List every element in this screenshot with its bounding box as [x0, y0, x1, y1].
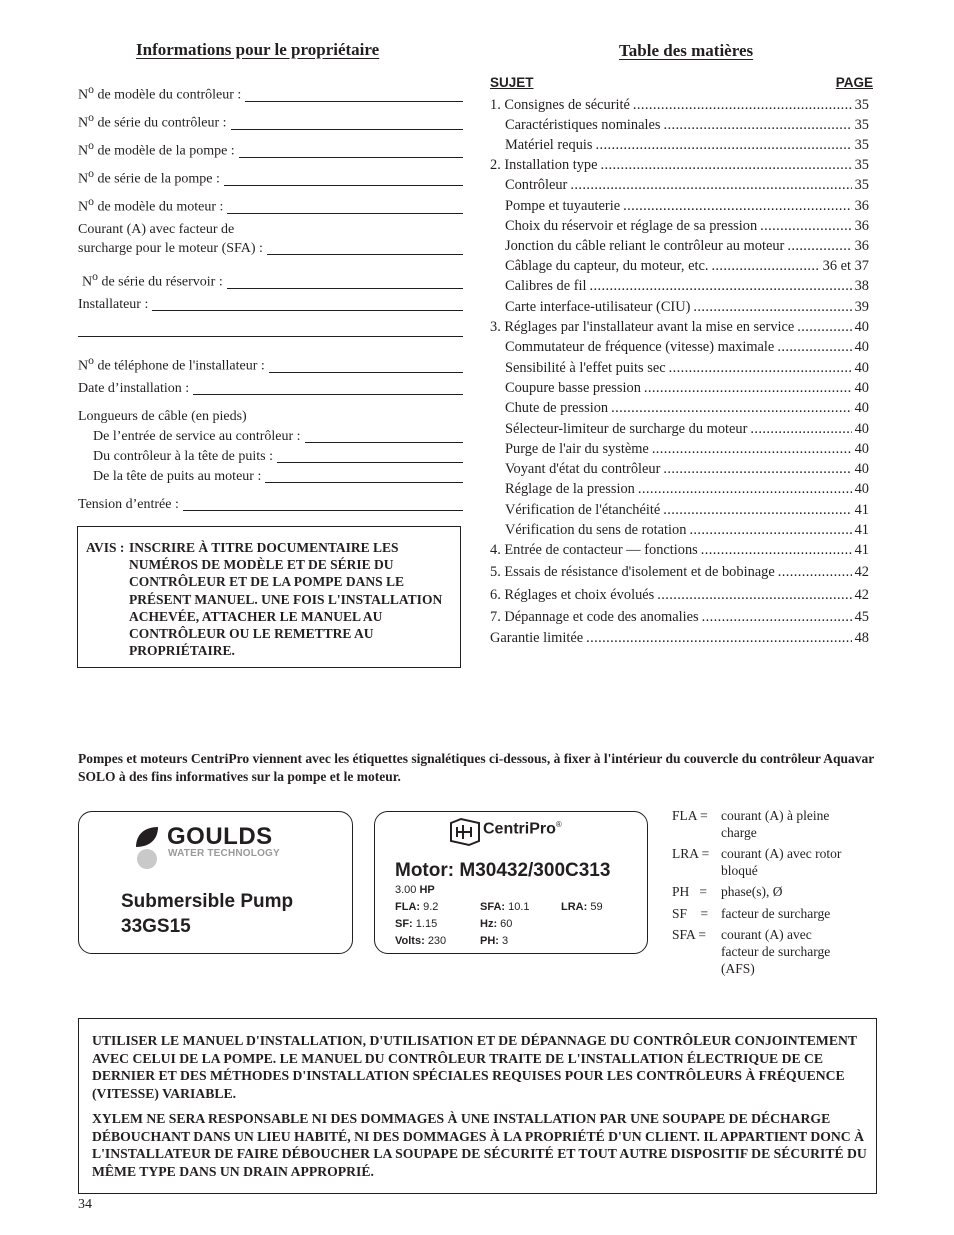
toc-leader-dots	[586, 628, 852, 648]
notice-text: INSCRIRE À TITRE DOCUMENTAIRE LES NUMÉROS DE MODÈLE ET DE SÉRIE DU CONTRÔLEUR ET DE LA POMPE DANS LE PRÉSENT MANUEL. UNE FOIS L'INSTALLATION ACHEVÉE, ATTACHER LE MANUEL AU CONTRÔLEUR OU LE REMETTRE AU PROPRIÉTAIRE.	[129, 540, 443, 659]
toc-title: Vérification du sens de rotation	[505, 522, 687, 538]
tank-serial-field[interactable]	[82, 267, 463, 292]
toc-leader-dots	[638, 479, 852, 499]
fill-line[interactable]	[265, 482, 463, 483]
fill-line[interactable]	[224, 185, 463, 186]
toc-title: 4. Entrée de contacteur — fonctions	[490, 542, 698, 558]
toc-page: 40	[854, 360, 869, 376]
toc-title: Réglage de la pression	[505, 481, 635, 497]
field-label: de série de la pompe :	[93, 171, 220, 187]
toc-row[interactable]	[505, 175, 869, 195]
field-label: Installateur :	[78, 297, 149, 312]
hp-label: HP	[419, 884, 435, 896]
toc-title: Purge de l'air du système	[505, 441, 649, 457]
toc-leader-dots	[663, 500, 851, 520]
toc-title: Vérification de l'étanchéité	[505, 502, 661, 518]
toc-page: 40	[854, 421, 869, 437]
toc-title: Chute de pression	[505, 400, 609, 416]
goulds-brand: GOULDS	[167, 823, 273, 850]
toc-title: Commutateur de fréquence (vitesse) maximale	[505, 339, 775, 355]
toc-column-subject: SUJET	[490, 75, 534, 90]
field-label: De la tête de puits au moteur :	[93, 469, 262, 484]
fill-line[interactable]	[267, 254, 463, 255]
field-label: de série du contrôleur :	[93, 115, 227, 131]
controller-serial-field[interactable]	[78, 108, 463, 133]
toc-row[interactable]	[505, 115, 869, 135]
spec-fla	[395, 901, 438, 913]
toc-leader-dots	[601, 155, 852, 175]
fill-line[interactable]	[239, 157, 463, 158]
spec-key: SFA:	[480, 901, 506, 913]
pump-type: Submersible Pump	[121, 891, 294, 912]
controller-model-field[interactable]	[78, 80, 463, 105]
toc-page: 35	[854, 157, 869, 173]
toc-row[interactable]	[505, 378, 869, 398]
toc-row[interactable]	[505, 358, 869, 378]
field-label-num: N	[82, 274, 93, 290]
installer-extra-line[interactable]	[78, 336, 463, 337]
fill-line[interactable]	[227, 288, 463, 289]
toc-leader-dots	[623, 196, 852, 216]
toc-row[interactable]	[490, 540, 869, 560]
toc-page: 45	[854, 609, 869, 625]
field-label: Date d’installation :	[78, 381, 190, 396]
legend-abbr: PH =	[672, 884, 707, 899]
spec-value: 1.15	[415, 918, 438, 930]
toc-leader-dots	[644, 378, 852, 398]
toc-leader-dots	[701, 540, 852, 560]
toc-page: 40	[854, 319, 869, 335]
toc-page: 38	[854, 278, 869, 294]
legend-abbr: FLA =	[672, 808, 708, 823]
cable-service-to-controller-field[interactable]	[93, 427, 463, 446]
toc-leader-dots	[663, 459, 851, 479]
registered-mark: ®	[555, 820, 562, 829]
field-label-sup: o	[88, 111, 94, 124]
field-label-num: N	[78, 358, 89, 374]
fill-line[interactable]	[305, 442, 463, 443]
toc-title: Sensibilité à l'effet puits sec	[505, 360, 666, 376]
toc-title: Calibres de fil	[505, 278, 587, 294]
toc-row[interactable]	[490, 317, 869, 337]
fill-line[interactable]	[231, 129, 463, 130]
toc-page: 40	[854, 481, 869, 497]
motor-sfa-field[interactable]	[78, 220, 463, 258]
field-label: Tension d’entrée :	[78, 497, 179, 512]
toc-row[interactable]	[505, 196, 869, 216]
toc-page: 40	[854, 441, 869, 457]
toc-row[interactable]	[490, 628, 869, 648]
field-label-num: N	[78, 199, 89, 215]
field-label-sup: o	[92, 270, 98, 283]
toc-leader-dots	[669, 358, 852, 378]
toc-title: 7. Dépannage et code des anomalies	[490, 609, 699, 625]
hp-value: 3.00	[395, 884, 417, 896]
legend-def: courant (A) à pleine charge	[721, 808, 830, 840]
toc-row[interactable]	[505, 459, 869, 479]
toc-page: 42	[854, 564, 869, 580]
legend-abbr: SF =	[672, 906, 709, 921]
legend-def: phase(s), Ø	[721, 884, 783, 899]
field-label: de série du réservoir :	[97, 274, 223, 290]
installer-phone-field[interactable]	[78, 351, 463, 376]
field-label-sup: o	[88, 354, 94, 367]
field-label: Du contrôleur à la tête de puits :	[93, 449, 273, 464]
toc-page: 36 et 37	[822, 258, 869, 274]
field-label-sup: o	[88, 167, 94, 180]
toc-title: Voyant d'état du contrôleur	[505, 461, 661, 477]
warning-box	[78, 1018, 877, 1194]
toc-page: 35	[854, 177, 869, 193]
pump-model: 33GS15	[121, 916, 191, 937]
toc-leader-dots	[760, 216, 851, 236]
toc-leader-dots	[657, 585, 851, 605]
cable-controller-to-wellhead-field[interactable]	[93, 447, 463, 466]
spec-value: 230	[427, 935, 447, 947]
installer-field[interactable]	[78, 295, 463, 314]
toc-page: 35	[854, 117, 869, 133]
toc-page: 48	[854, 630, 869, 646]
toc-row[interactable]	[490, 155, 869, 175]
spec-value: 10.1	[508, 901, 530, 913]
motor-model-field[interactable]	[78, 192, 463, 217]
spec-ph	[480, 935, 508, 947]
toc-page: 40	[854, 380, 869, 396]
toc-leader-dots	[702, 607, 852, 627]
toc-title: 3. Réglages par l'installateur avant la mise en service	[490, 319, 795, 335]
centripro-brand-text: CentriPro	[483, 820, 556, 838]
toc-title: Contrôleur	[505, 177, 568, 193]
goulds-logo-icon	[134, 825, 162, 871]
toc-page: 42	[854, 587, 869, 603]
spec-value: 3	[502, 935, 509, 947]
field-label: de téléphone de l'installateur :	[93, 358, 265, 374]
toc-leader-dots	[787, 236, 851, 256]
toc-page: 35	[854, 137, 869, 153]
fill-line[interactable]	[227, 213, 463, 214]
toc-leader-dots	[711, 256, 819, 276]
toc-leader-dots	[693, 297, 851, 317]
toc-page: 36	[854, 238, 869, 254]
toc-leader-dots	[633, 95, 852, 115]
pump-serial-field[interactable]	[78, 164, 463, 189]
notice-prefix: AVIS :	[86, 540, 125, 555]
toc-page: 35	[854, 97, 869, 113]
field-label-sup: o	[88, 195, 94, 208]
field-label: de modèle du contrôleur :	[93, 87, 242, 103]
centripro-motor-label	[374, 811, 648, 954]
field-label: surcharge pour le moteur (SFA) :	[78, 241, 263, 256]
toc-row[interactable]	[505, 216, 869, 236]
toc-row[interactable]	[490, 585, 869, 605]
toc-row[interactable]	[505, 500, 869, 520]
fill-line[interactable]	[245, 101, 463, 102]
fill-line[interactable]	[183, 510, 463, 511]
toc-row[interactable]	[505, 479, 869, 499]
toc-row[interactable]	[505, 297, 869, 317]
toc-leader-dots	[652, 439, 852, 459]
spec-value: 59	[590, 901, 603, 913]
spec-key: PH:	[480, 935, 499, 947]
toc-title: Pompe et tuyauterie	[505, 198, 621, 214]
toc-column-page: PAGE	[835, 75, 873, 90]
toc-title: Choix du réservoir et réglage de sa pression	[505, 218, 758, 234]
fill-line[interactable]	[193, 394, 463, 395]
toc-leader-dots	[777, 337, 851, 357]
toc-row[interactable]	[505, 236, 869, 256]
toc-title: Coupure basse pression	[505, 380, 641, 396]
toc-page: 36	[854, 218, 869, 234]
toc-row[interactable]	[490, 562, 869, 582]
centripro-logo-icon	[449, 817, 481, 847]
legend-abbr: LRA =	[672, 846, 710, 861]
toc-row[interactable]	[505, 256, 869, 276]
toc-leader-dots	[596, 135, 852, 155]
toc-leader-dots	[797, 317, 851, 337]
labels-intro: Pompes et moteurs CentriPro viennent avec les étiquettes signalétiques ci-dessous, à fixer à l'intérieur du couvercle du contrôleur Aquavar SOLO à des fins informatives sur la pompe et le moteur.	[78, 751, 875, 784]
motor-hp	[395, 884, 435, 896]
fill-line[interactable]	[277, 462, 463, 463]
toc-title: Câblage du capteur, du moteur, etc.	[505, 258, 709, 274]
install-date-field[interactable]	[78, 379, 463, 398]
toc-row[interactable]	[505, 398, 869, 418]
toc-title: Carte interface-utilisateur (CIU)	[505, 299, 691, 315]
toc-row[interactable]	[505, 276, 869, 296]
toc-title: 2. Installation type	[490, 157, 598, 173]
pump-model-field[interactable]	[78, 136, 463, 161]
toc-row[interactable]	[490, 95, 869, 115]
field-label: de modèle de la pompe :	[93, 143, 235, 159]
field-label: de modèle du moteur :	[93, 199, 224, 215]
spec-key: LRA:	[561, 901, 588, 913]
toc-title: Garantie limitée	[490, 630, 584, 646]
toc-row[interactable]	[505, 337, 869, 357]
toc-row[interactable]	[505, 439, 869, 459]
toc-leader-dots	[663, 115, 851, 135]
toc-row[interactable]	[505, 419, 869, 439]
spec-sf	[395, 918, 437, 930]
toc-page: 40	[854, 400, 869, 416]
page-number: 34	[78, 1197, 92, 1212]
goulds-pump-label	[78, 811, 353, 954]
notice-box	[77, 526, 461, 668]
toc-page: 40	[854, 461, 869, 477]
toc-page: 41	[854, 522, 869, 538]
toc-leader-dots	[570, 175, 851, 195]
field-label-num: N	[78, 115, 89, 131]
field-label-num: N	[78, 143, 89, 159]
legend-def: courant (A) avec rotor bloqué	[721, 846, 842, 878]
cable-lengths-heading: Longueurs de câble (en pieds)	[78, 409, 247, 424]
toc-page: 36	[854, 198, 869, 214]
toc-title: Matériel requis	[505, 137, 593, 153]
toc-page: 41	[854, 502, 869, 518]
toc-title: Caractéristiques nominales	[505, 117, 661, 133]
fill-line[interactable]	[269, 372, 463, 373]
toc-row[interactable]	[505, 135, 869, 155]
spec-key: Hz:	[480, 918, 498, 930]
goulds-tagline: WATER TECHNOLOGY	[168, 848, 280, 859]
toc-leader-dots	[778, 562, 852, 582]
warning-paragraph-1: UTILISER LE MANUEL D'INSTALLATION, D'UTILISATION ET DE DÉPANNAGE DU CONTRÔLEUR CONJOINTEMENT AVEC CELUI DE LA POMPE. LE MANUEL DU CONTRÔLEUR TRAITE DE L'INSTALLATION ÉLECTRIQUE DE CE DERNIER ET DES MÉTHODES D'INSTALLATION SPÉCIALES REQUISES POUR LES CONTRÔLEURS À FRÉQUENCE (VITESSE) VARIABLE.	[92, 1033, 857, 1101]
toc-heading: Table des matières	[619, 41, 754, 60]
legend-def: facteur de surcharge	[721, 906, 831, 921]
spec-value: 9.2	[423, 901, 439, 913]
toc-title: 1. Consignes de sécurité	[490, 97, 630, 113]
spec-lra	[561, 901, 603, 913]
toc-leader-dots	[689, 520, 851, 540]
legend-abbr: SFA =	[672, 927, 707, 942]
toc-leader-dots	[590, 276, 852, 296]
cable-wellhead-to-motor-field[interactable]	[93, 467, 463, 486]
toc-title: 5. Essais de résistance d'isolement et de bobinage	[490, 564, 775, 580]
toc-page: 40	[854, 339, 869, 355]
field-label: De l’entrée de service au contrôleur :	[93, 429, 301, 444]
toc-row[interactable]	[490, 607, 869, 627]
spec-volts	[395, 935, 446, 947]
field-label: Courant (A) avec facteur de	[78, 222, 235, 237]
field-label-num: N	[78, 171, 89, 187]
toc-title: 6. Réglages et choix évolués	[490, 587, 655, 603]
fill-line[interactable]	[152, 310, 463, 311]
toc-page: 39	[854, 299, 869, 315]
spec-value: 60	[500, 918, 513, 930]
toc-leader-dots	[611, 398, 851, 418]
warning-paragraph-2: XYLEM NE SERA RESPONSABLE NI DES DOMMAGES À UNE INSTALLATION PAR UNE SOUPAPE DE DÉCHARGE DÉBOUCHANT DANS UN LIEU HABITÉ, NI DES DOMMAGES À LA PROPRIÉTÉ D'UN CLIENT. IL APPARTIENT DONC À L'INSTALLATEUR DE FAIRE DÉBOUCHER LA SOUPAPE DE SÉCURITÉ ET TOUT AUTRE DISPOSITIF DE SÉCURITÉ DU MÊME TYPE DANS UN DRAIN APPROPRIÉ.	[92, 1111, 867, 1179]
toc-row[interactable]	[505, 520, 869, 540]
toc-title: Sélecteur-limiteur de surcharge du moteur	[505, 421, 748, 437]
field-label-sup: o	[88, 139, 94, 152]
input-voltage-field[interactable]	[78, 495, 463, 514]
toc-title: Jonction du câble reliant le contrôleur au moteur	[505, 238, 785, 254]
field-label-sup: o	[88, 83, 94, 96]
spec-hz	[480, 918, 512, 930]
spec-key: SF:	[395, 918, 413, 930]
legend-def: courant (A) avec facteur de surcharge (AFS)	[721, 927, 831, 976]
spec-sfa	[480, 901, 530, 913]
spec-key: Volts:	[395, 935, 425, 947]
owner-info-heading: Informations pour le propriétaire	[136, 40, 380, 59]
spec-key: FLA:	[395, 901, 421, 913]
toc-leader-dots	[750, 419, 851, 439]
centripro-brand	[483, 820, 562, 838]
toc-page: 41	[854, 542, 869, 558]
motor-model: Motor: M30432/300C313	[395, 860, 611, 881]
field-label-num: N	[78, 87, 89, 103]
